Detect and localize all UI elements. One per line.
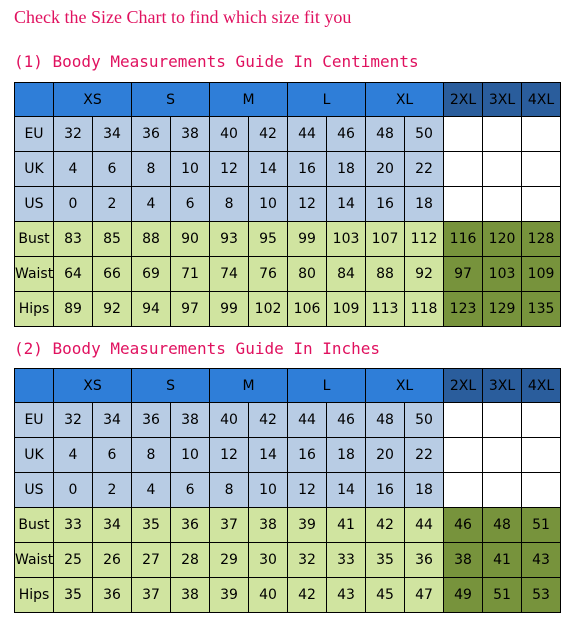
table-cell: 118 bbox=[405, 292, 444, 327]
table-cell: 41 bbox=[327, 508, 366, 543]
size-header-row bbox=[15, 83, 561, 117]
size-table-inches bbox=[14, 368, 561, 613]
table-cell: 20 bbox=[366, 438, 405, 473]
size-header-row bbox=[15, 369, 561, 403]
table-cell bbox=[483, 187, 522, 222]
table-row-waist bbox=[15, 257, 561, 292]
table-row-eu bbox=[15, 117, 561, 152]
size-header-s: S bbox=[132, 83, 210, 117]
table-cell: 46 bbox=[327, 117, 366, 152]
size-header-2xl: 2XL bbox=[444, 83, 483, 117]
table-row-us bbox=[15, 473, 561, 508]
table-cell: 6 bbox=[171, 473, 210, 508]
table-cell: 12 bbox=[288, 187, 327, 222]
size-header-4xl: 4XL bbox=[522, 83, 561, 117]
table-cell bbox=[444, 187, 483, 222]
table-cell: 34 bbox=[93, 508, 132, 543]
table-cell: 0 bbox=[54, 187, 93, 222]
table-cell: 29 bbox=[210, 543, 249, 578]
header-corner-cell bbox=[15, 369, 54, 403]
table-cell: 18 bbox=[327, 152, 366, 187]
size-header-l: L bbox=[288, 83, 366, 117]
header-corner-cell bbox=[15, 83, 54, 117]
table-cell: 10 bbox=[249, 473, 288, 508]
table-cell: 36 bbox=[132, 403, 171, 438]
table-cell: 4 bbox=[132, 473, 171, 508]
table-cell: 28 bbox=[171, 543, 210, 578]
row-label: EU bbox=[15, 403, 54, 438]
table-cell: 97 bbox=[171, 292, 210, 327]
table-cell bbox=[483, 403, 522, 438]
table-cell: 35 bbox=[132, 508, 171, 543]
table-cell: 106 bbox=[288, 292, 327, 327]
table-cell: 80 bbox=[288, 257, 327, 292]
table-cell: 74 bbox=[210, 257, 249, 292]
table-cell: 12 bbox=[210, 152, 249, 187]
table-cell: 109 bbox=[327, 292, 366, 327]
table-cell: 48 bbox=[483, 508, 522, 543]
table-cell: 90 bbox=[171, 222, 210, 257]
row-label: US bbox=[15, 473, 54, 508]
table-cell: 38 bbox=[444, 543, 483, 578]
table-cell: 103 bbox=[483, 257, 522, 292]
table-cell: 50 bbox=[405, 117, 444, 152]
table-cell: 16 bbox=[366, 187, 405, 222]
size-header-xs: XS bbox=[54, 83, 132, 117]
table-row-uk bbox=[15, 152, 561, 187]
table-cell: 93 bbox=[210, 222, 249, 257]
table-cell: 2 bbox=[93, 187, 132, 222]
table-cell: 92 bbox=[405, 257, 444, 292]
table-cell: 103 bbox=[327, 222, 366, 257]
table-cell: 43 bbox=[522, 543, 561, 578]
table-cell: 46 bbox=[444, 508, 483, 543]
table-cell: 14 bbox=[327, 187, 366, 222]
table-cell bbox=[483, 438, 522, 473]
table-row-hips bbox=[15, 292, 561, 327]
table-row-hips bbox=[15, 578, 561, 613]
size-header-3xl: 3XL bbox=[483, 83, 522, 117]
table-cell: 35 bbox=[54, 578, 93, 613]
row-label: UK bbox=[15, 152, 54, 187]
table-cell: 8 bbox=[132, 152, 171, 187]
table-cell: 12 bbox=[288, 473, 327, 508]
section-title-inches: (2) Boody Measurements Guide In Inches bbox=[14, 339, 381, 358]
table-cell: 26 bbox=[93, 543, 132, 578]
table-cell: 40 bbox=[210, 403, 249, 438]
table-cell: 38 bbox=[171, 117, 210, 152]
table-cell: 83 bbox=[54, 222, 93, 257]
table-cell: 42 bbox=[366, 508, 405, 543]
row-label: EU bbox=[15, 117, 54, 152]
table-cell: 43 bbox=[327, 578, 366, 613]
table-cell bbox=[444, 152, 483, 187]
table-cell: 48 bbox=[366, 403, 405, 438]
table-cell bbox=[522, 117, 561, 152]
table-cell bbox=[483, 473, 522, 508]
size-header-xl: XL bbox=[366, 83, 444, 117]
table-cell: 14 bbox=[327, 473, 366, 508]
table-cell: 35 bbox=[366, 543, 405, 578]
table-cell: 36 bbox=[93, 578, 132, 613]
table-cell: 42 bbox=[249, 403, 288, 438]
table-cell: 16 bbox=[288, 152, 327, 187]
table-cell: 89 bbox=[54, 292, 93, 327]
table-cell: 128 bbox=[522, 222, 561, 257]
table-row-waist bbox=[15, 543, 561, 578]
size-header-2xl: 2XL bbox=[444, 369, 483, 403]
table-cell bbox=[522, 187, 561, 222]
table-cell: 49 bbox=[444, 578, 483, 613]
row-label: Hips bbox=[15, 578, 54, 613]
table-cell: 30 bbox=[249, 543, 288, 578]
table-cell: 36 bbox=[132, 117, 171, 152]
table-cell: 16 bbox=[288, 438, 327, 473]
size-header-m: M bbox=[210, 369, 288, 403]
table-cell bbox=[522, 152, 561, 187]
table-row-us bbox=[15, 187, 561, 222]
table-cell: 76 bbox=[249, 257, 288, 292]
table-cell: 64 bbox=[54, 257, 93, 292]
table-cell: 95 bbox=[249, 222, 288, 257]
row-label: UK bbox=[15, 438, 54, 473]
table-cell: 38 bbox=[249, 508, 288, 543]
table-row-uk bbox=[15, 438, 561, 473]
table-row-bust bbox=[15, 222, 561, 257]
table-cell bbox=[444, 473, 483, 508]
table-cell: 10 bbox=[249, 187, 288, 222]
row-label: Bust bbox=[15, 508, 54, 543]
table-cell: 0 bbox=[54, 473, 93, 508]
table-cell: 22 bbox=[405, 152, 444, 187]
table-cell: 48 bbox=[366, 117, 405, 152]
table-cell: 120 bbox=[483, 222, 522, 257]
table-cell: 8 bbox=[132, 438, 171, 473]
table-cell: 112 bbox=[405, 222, 444, 257]
table-cell bbox=[444, 403, 483, 438]
table-cell: 69 bbox=[132, 257, 171, 292]
table-cell: 66 bbox=[93, 257, 132, 292]
table-cell: 37 bbox=[132, 578, 171, 613]
table-cell: 135 bbox=[522, 292, 561, 327]
size-header-xl: XL bbox=[366, 369, 444, 403]
section-title-centimeters: (1) Boody Measurements Guide In Centiments bbox=[14, 52, 419, 71]
table-cell: 4 bbox=[132, 187, 171, 222]
table-cell: 32 bbox=[54, 403, 93, 438]
table-row-bust bbox=[15, 508, 561, 543]
table-cell: 6 bbox=[93, 152, 132, 187]
table-cell: 22 bbox=[405, 438, 444, 473]
table-cell: 27 bbox=[132, 543, 171, 578]
table-cell: 14 bbox=[249, 152, 288, 187]
table-cell: 84 bbox=[327, 257, 366, 292]
table-cell: 6 bbox=[93, 438, 132, 473]
table-cell: 85 bbox=[93, 222, 132, 257]
table-cell: 46 bbox=[327, 403, 366, 438]
size-header-m: M bbox=[210, 83, 288, 117]
table-cell: 8 bbox=[210, 187, 249, 222]
table-cell: 47 bbox=[405, 578, 444, 613]
table-cell: 38 bbox=[171, 578, 210, 613]
table-cell: 6 bbox=[171, 187, 210, 222]
table-cell: 107 bbox=[366, 222, 405, 257]
table-cell: 99 bbox=[288, 222, 327, 257]
table-cell: 14 bbox=[249, 438, 288, 473]
table-cell: 25 bbox=[54, 543, 93, 578]
table-cell: 113 bbox=[366, 292, 405, 327]
table-cell: 45 bbox=[366, 578, 405, 613]
table-cell: 38 bbox=[171, 403, 210, 438]
page-title: Check the Size Chart to find which size fit you bbox=[14, 7, 352, 27]
table-cell: 4 bbox=[54, 438, 93, 473]
table-cell: 4 bbox=[54, 152, 93, 187]
table-cell: 71 bbox=[171, 257, 210, 292]
size-header-s: S bbox=[132, 369, 210, 403]
table-cell: 44 bbox=[405, 508, 444, 543]
table-cell: 20 bbox=[366, 152, 405, 187]
table-cell: 34 bbox=[93, 117, 132, 152]
table-cell: 18 bbox=[327, 438, 366, 473]
table-cell bbox=[444, 117, 483, 152]
table-cell: 40 bbox=[249, 578, 288, 613]
table-cell: 102 bbox=[249, 292, 288, 327]
table-cell: 18 bbox=[405, 473, 444, 508]
table-cell: 18 bbox=[405, 187, 444, 222]
table-cell: 88 bbox=[366, 257, 405, 292]
table-cell: 32 bbox=[54, 117, 93, 152]
table-cell: 44 bbox=[288, 117, 327, 152]
table-cell: 51 bbox=[522, 508, 561, 543]
table-cell bbox=[522, 473, 561, 508]
table-cell: 50 bbox=[405, 403, 444, 438]
table-cell: 97 bbox=[444, 257, 483, 292]
table-cell: 37 bbox=[210, 508, 249, 543]
table-cell: 51 bbox=[483, 578, 522, 613]
table-cell: 99 bbox=[210, 292, 249, 327]
table-cell: 42 bbox=[249, 117, 288, 152]
table-cell: 32 bbox=[288, 543, 327, 578]
table-cell: 33 bbox=[327, 543, 366, 578]
table-cell: 123 bbox=[444, 292, 483, 327]
table-row-eu bbox=[15, 403, 561, 438]
table-cell: 40 bbox=[210, 117, 249, 152]
table-cell: 116 bbox=[444, 222, 483, 257]
table-cell: 10 bbox=[171, 438, 210, 473]
table-cell: 53 bbox=[522, 578, 561, 613]
table-cell: 44 bbox=[288, 403, 327, 438]
table-cell: 2 bbox=[93, 473, 132, 508]
table-cell: 36 bbox=[171, 508, 210, 543]
row-label: Waist bbox=[15, 543, 54, 578]
table-cell: 16 bbox=[366, 473, 405, 508]
table-cell: 33 bbox=[54, 508, 93, 543]
table-cell: 12 bbox=[210, 438, 249, 473]
row-label: Bust bbox=[15, 222, 54, 257]
table-cell bbox=[483, 152, 522, 187]
size-header-4xl: 4XL bbox=[522, 369, 561, 403]
row-label: Waist bbox=[15, 257, 54, 292]
table-cell: 34 bbox=[93, 403, 132, 438]
table-cell: 8 bbox=[210, 473, 249, 508]
table-cell bbox=[444, 438, 483, 473]
table-cell: 41 bbox=[483, 543, 522, 578]
table-cell bbox=[522, 403, 561, 438]
table-cell: 36 bbox=[405, 543, 444, 578]
table-cell bbox=[522, 438, 561, 473]
size-header-xs: XS bbox=[54, 369, 132, 403]
table-cell bbox=[483, 117, 522, 152]
table-cell: 109 bbox=[522, 257, 561, 292]
table-cell: 88 bbox=[132, 222, 171, 257]
size-header-l: L bbox=[288, 369, 366, 403]
table-cell: 10 bbox=[171, 152, 210, 187]
table-cell: 39 bbox=[210, 578, 249, 613]
table-cell: 129 bbox=[483, 292, 522, 327]
size-table-centimeters bbox=[14, 82, 561, 327]
table-cell: 94 bbox=[132, 292, 171, 327]
table-cell: 39 bbox=[288, 508, 327, 543]
row-label: US bbox=[15, 187, 54, 222]
size-header-3xl: 3XL bbox=[483, 369, 522, 403]
table-cell: 42 bbox=[288, 578, 327, 613]
row-label: Hips bbox=[15, 292, 54, 327]
table-cell: 92 bbox=[93, 292, 132, 327]
